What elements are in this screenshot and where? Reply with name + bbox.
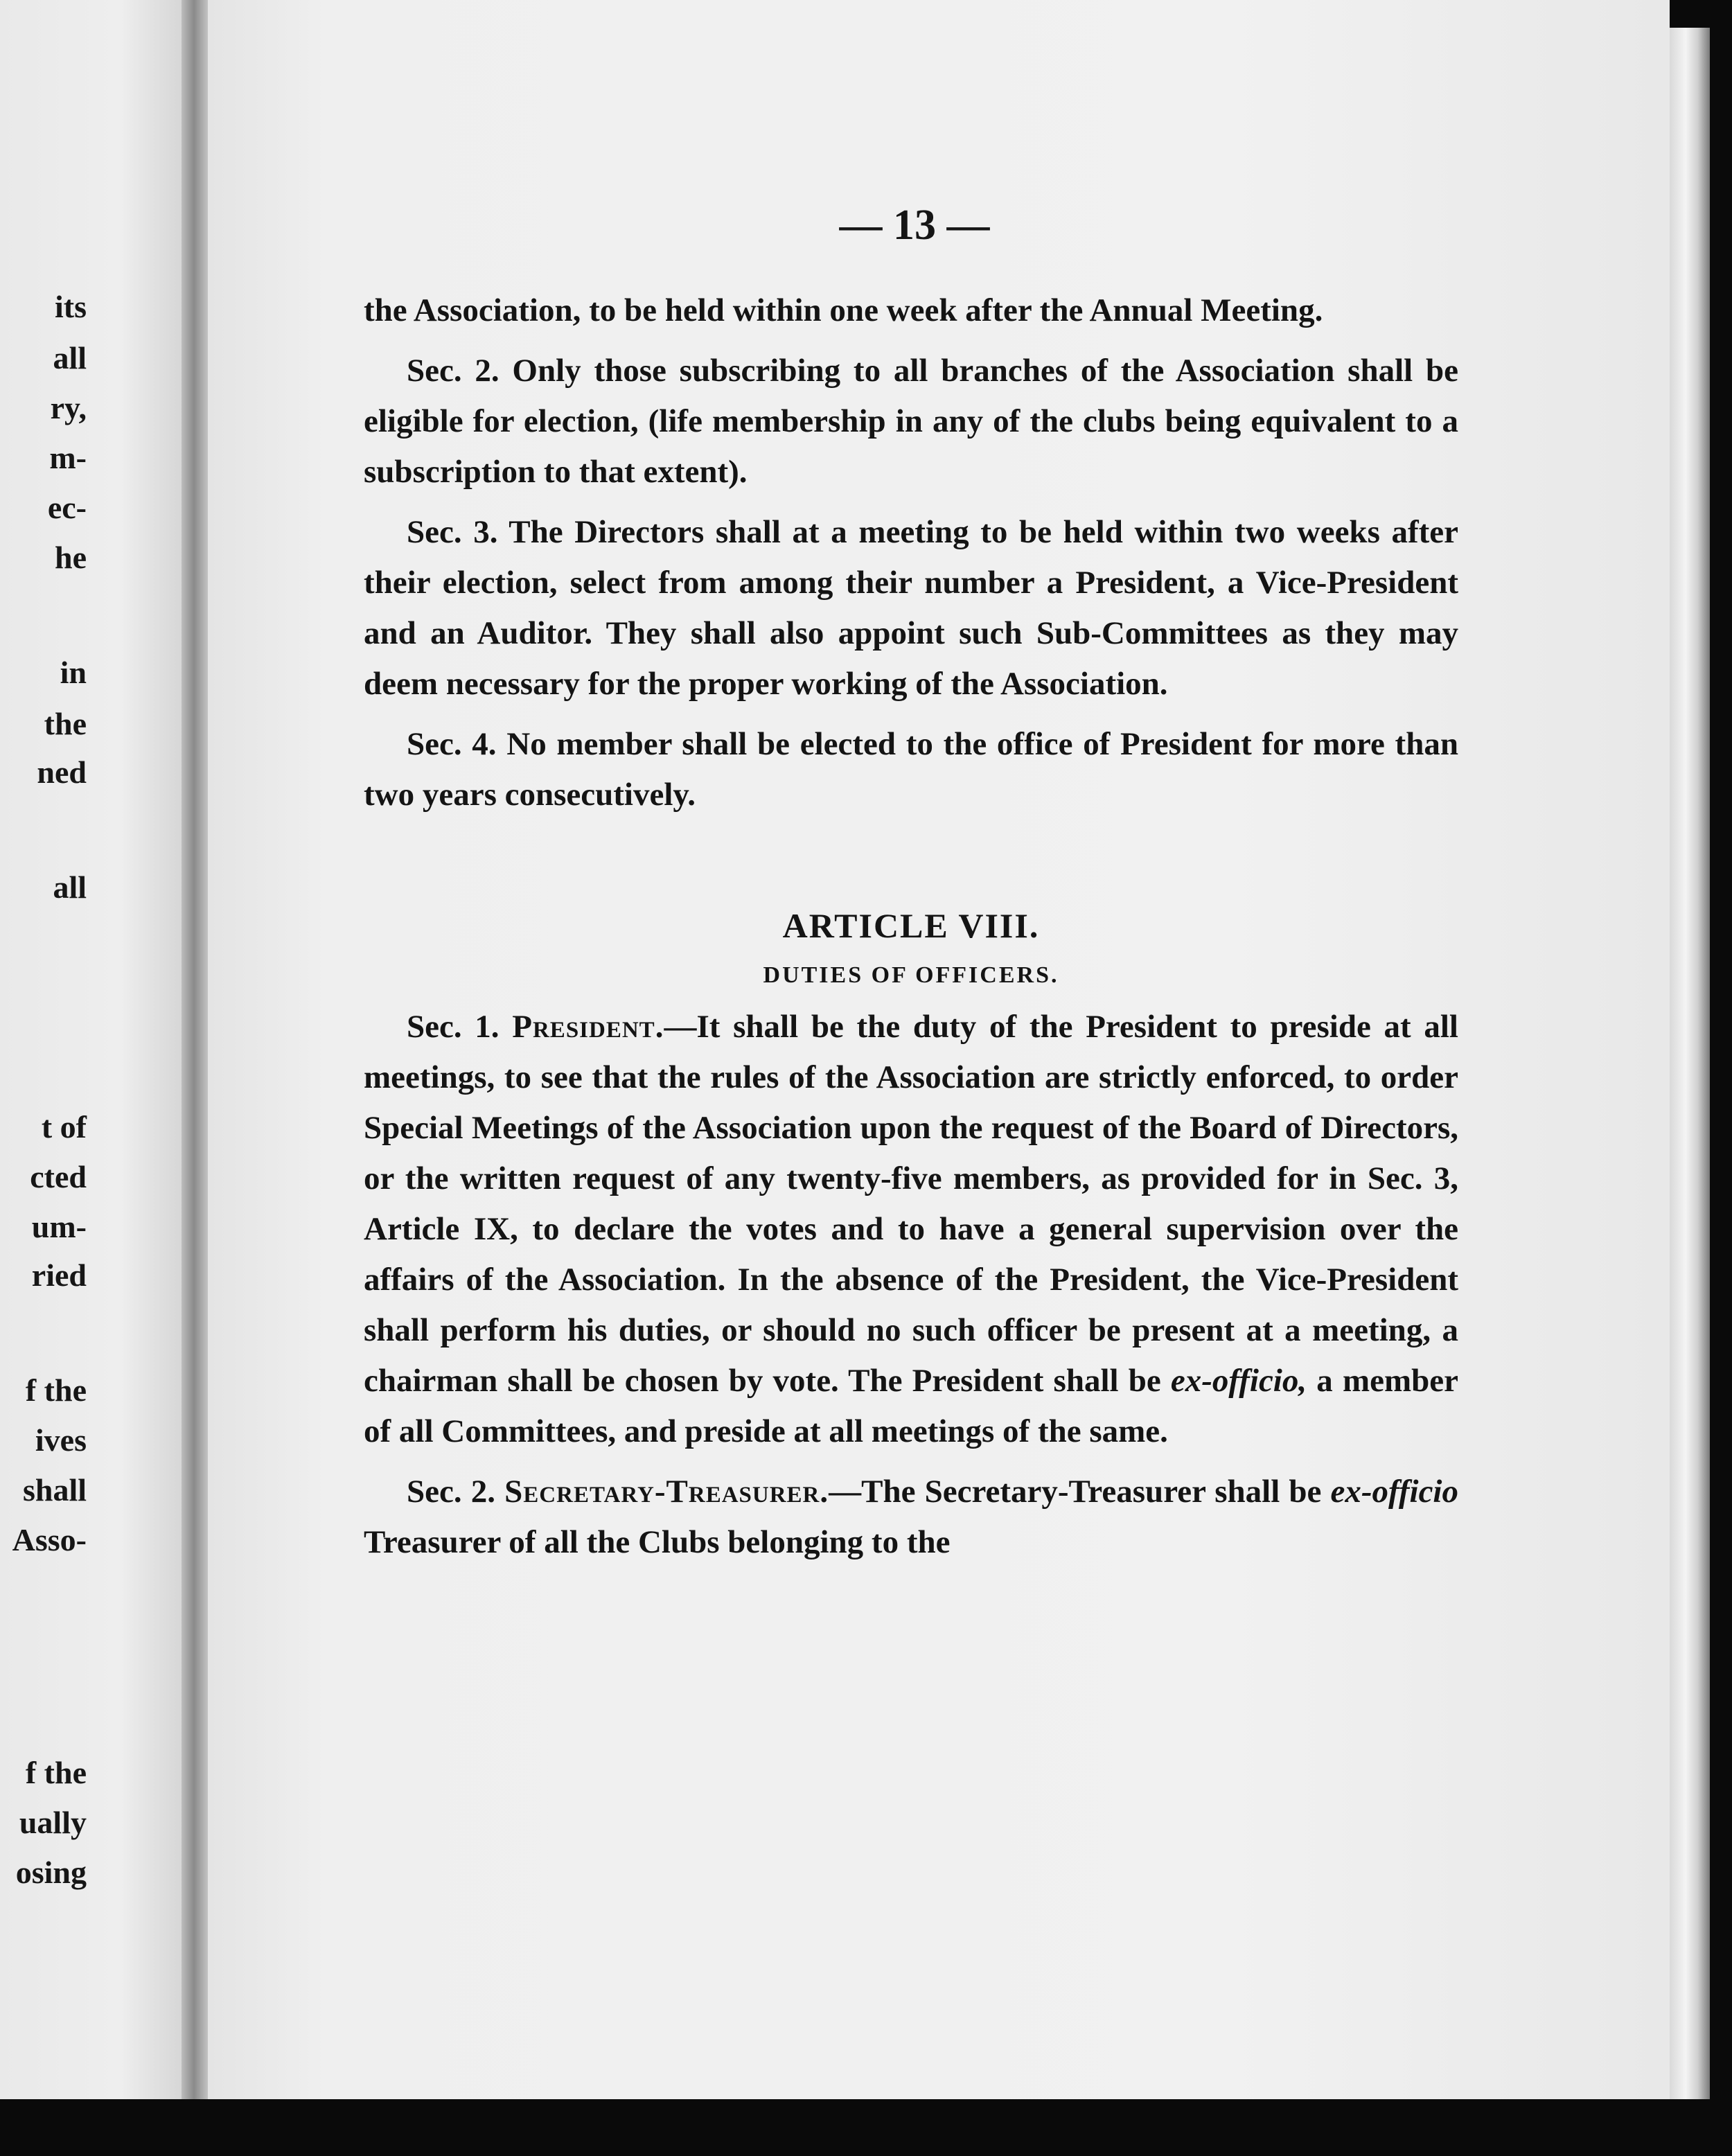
section-text: Only those subscribing to all branches of the Association shall be eligible for election, (life membership in any of the clubs being equivalent to a subscription to that extent). (364, 353, 1458, 490)
fragment-line: osing (15, 1855, 87, 1890)
article-subheading: DUTIES OF OFFICERS. (763, 962, 1059, 988)
continued-text: the Association, to be held within one week after the Annual Meeting. (364, 292, 1323, 328)
book-gutter (182, 0, 209, 2099)
fragment-line: in (60, 655, 87, 690)
fragment-line: ually (19, 1805, 87, 1840)
fragment-line: Asso- (12, 1522, 87, 1557)
italic-term: ex-officio, (1170, 1363, 1307, 1399)
section-title: Secretary-Treasurer. (504, 1474, 829, 1510)
fragment-line: um- (31, 1209, 87, 1244)
section-2-paragraph (364, 346, 1458, 497)
fragment-line: f the (25, 1372, 87, 1408)
facing-page (0, 0, 201, 2099)
section-label: Sec. 2. (407, 1474, 495, 1510)
fragment-line: f the (25, 1755, 87, 1790)
section-title: President. (512, 1009, 664, 1045)
fragment-line: m- (49, 440, 87, 475)
fragment-line: ives (35, 1422, 87, 1458)
fragment-line: t of (41, 1109, 87, 1145)
scan-bottom-border (0, 2099, 1732, 2156)
article-8-section-1-paragraph (364, 1002, 1458, 1457)
section-text: —The Secretary-Treasurer shall be (829, 1474, 1322, 1510)
section-text: No member shall be elected to the office of President for more than two years consecutively. (364, 726, 1458, 813)
section-text-continued: Treasurer of all the Clubs belonging to the (364, 1524, 951, 1560)
fragment-line: its (55, 289, 87, 324)
section-3-paragraph (364, 507, 1458, 709)
fragment-line: shall (22, 1472, 87, 1508)
fragment-line: ried (31, 1257, 87, 1293)
fragment-line: the (44, 706, 87, 741)
fragment-line: all (53, 869, 87, 905)
section-4-paragraph (364, 719, 1458, 820)
section-label: Sec. 4. (407, 726, 497, 762)
fragment-line: ry, (50, 390, 87, 425)
section-label: Sec. 3. (407, 514, 498, 550)
section-label: Sec. 1. (407, 1009, 500, 1045)
page-body (364, 285, 1458, 1568)
page-edge-shadow (1670, 28, 1710, 2099)
fragment-line: cted (30, 1159, 87, 1194)
fragment-line: all (53, 340, 87, 375)
fragment-line: ned (37, 754, 87, 790)
article-8-section-2-paragraph (364, 1467, 1458, 1568)
italic-term: ex-officio (1330, 1474, 1458, 1510)
page-number: — 13 — (839, 202, 990, 249)
continued-paragraph (364, 285, 1458, 336)
section-text-continued: a member of all Committees, and preside at all meetings of the same. (364, 1363, 1458, 1449)
section-text: —It shall be the duty of the President to preside at all meetings, to see that the rules of the Association are strictly enforced, to order Special Meetings of the Association upon the request of the Board of Directors, or the written request of any twenty-five members, as provided for in Sec. 3, Article IX, to declare the votes and to have a general supervision over the affairs of the Association. In the absence of the President, the Vice-President shall perform his duties, or should no such officer be present at a meeting, a chairman shall be chosen by vote. The President shall be (364, 1009, 1458, 1399)
section-text: The Directors shall at a meeting to be held within two weeks after their election, select from among their number a President, a Vice-President and an Auditor. They shall also appoint such Sub-Committees as they may deem necessary for the proper working of the Association. (364, 514, 1458, 702)
fragment-line: ec- (47, 490, 87, 525)
article-heading: ARTICLE VIII. (782, 906, 1040, 945)
section-label: Sec. 2. (407, 353, 500, 389)
fragment-line: he (55, 540, 87, 575)
